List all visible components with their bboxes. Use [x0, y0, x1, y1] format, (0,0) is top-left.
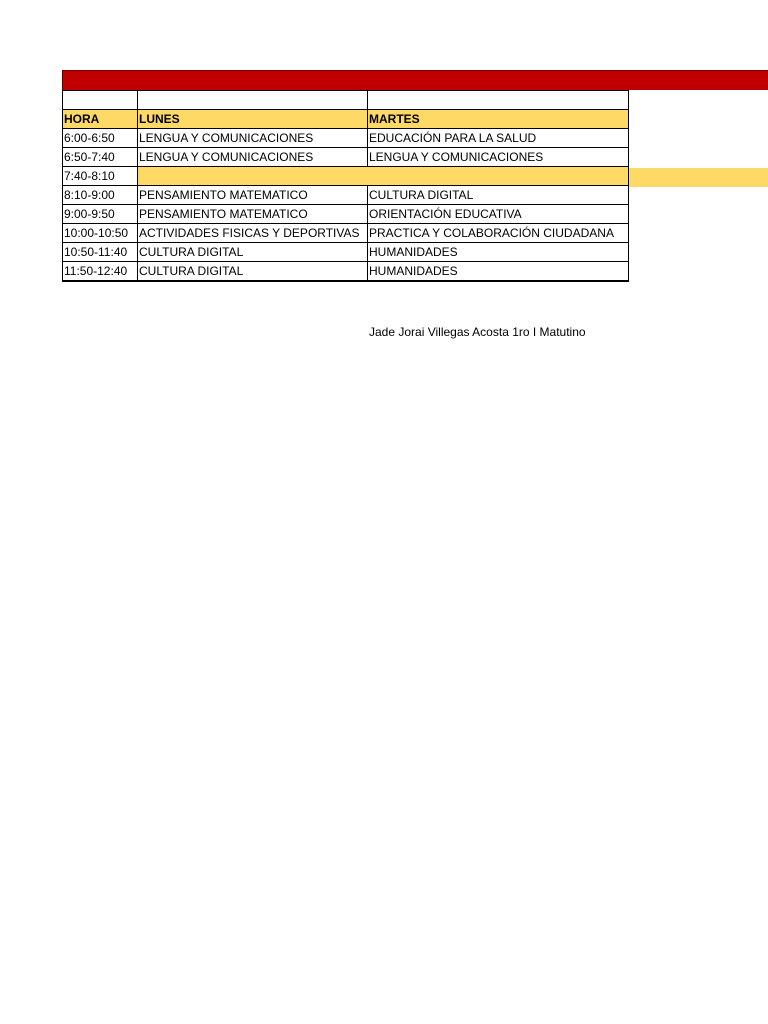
break-row-fill-extension [628, 168, 768, 187]
column-header-hora[interactable]: HORA [63, 109, 138, 128]
lunes-cell[interactable]: PENSAMIENTO MATEMATICO [138, 185, 368, 204]
table-row [63, 147, 629, 166]
time-cell[interactable]: 10:00-10:50 [63, 223, 138, 242]
time-cell[interactable]: 7:40-8:10 [63, 166, 138, 185]
lunes-cell[interactable]: LENGUA Y COMUNICACIONES [138, 128, 368, 147]
time-cell[interactable]: 8:10-9:00 [63, 185, 138, 204]
lunes-cell[interactable]: CULTURA DIGITAL [138, 242, 368, 261]
time-cell[interactable]: 10:50-11:40 [63, 242, 138, 261]
martes-cell[interactable]: HUMANIDADES [368, 261, 629, 281]
lunes-cell[interactable]: PENSAMIENTO MATEMATICO [138, 204, 368, 223]
lunes-cell[interactable]: LENGUA Y COMUNICACIONES [138, 147, 368, 166]
martes-cell[interactable]: EDUCACIÓN PARA LA SALUD [368, 128, 629, 147]
table-row [63, 261, 629, 281]
student-name-caption[interactable]: Jade Jorai Villegas Acosta 1ro I Matutino [369, 325, 586, 339]
martes-cell[interactable]: CULTURA DIGITAL [368, 185, 629, 204]
time-cell[interactable]: 6:00-6:50 [63, 128, 138, 147]
table-row [63, 128, 629, 147]
time-cell[interactable]: 6:50-7:40 [63, 147, 138, 166]
martes-cell[interactable]: LENGUA Y COMUNICACIONES [368, 147, 629, 166]
blank-row [63, 91, 629, 110]
break-cell[interactable] [138, 166, 629, 185]
table-row [63, 185, 629, 204]
time-cell[interactable]: 9:00-9:50 [63, 204, 138, 223]
table-row [63, 223, 629, 242]
martes-cell[interactable]: PRACTICA Y COLABORACIÓN CIUDADANA [368, 223, 629, 242]
martes-cell[interactable]: ORIENTACIÓN EDUCATIVA [368, 204, 629, 223]
column-header-lunes[interactable]: LUNES [138, 109, 368, 128]
title-band [62, 70, 768, 90]
lunes-cell[interactable]: ACTIVIDADES FISICAS Y DEPORTIVAS [138, 223, 368, 242]
table-cell[interactable] [138, 91, 368, 110]
table-cell[interactable] [63, 91, 138, 110]
martes-cell[interactable]: HUMANIDADES [368, 242, 629, 261]
table-cell[interactable] [368, 91, 629, 110]
header-row [63, 109, 629, 128]
table-row [63, 204, 629, 223]
break-row [63, 166, 629, 185]
column-header-martes[interactable]: MARTES [368, 109, 629, 128]
table-row [63, 242, 629, 261]
time-cell[interactable]: 11:50-12:40 [63, 261, 138, 281]
schedule-table [62, 90, 629, 282]
lunes-cell[interactable]: CULTURA DIGITAL [138, 261, 368, 281]
